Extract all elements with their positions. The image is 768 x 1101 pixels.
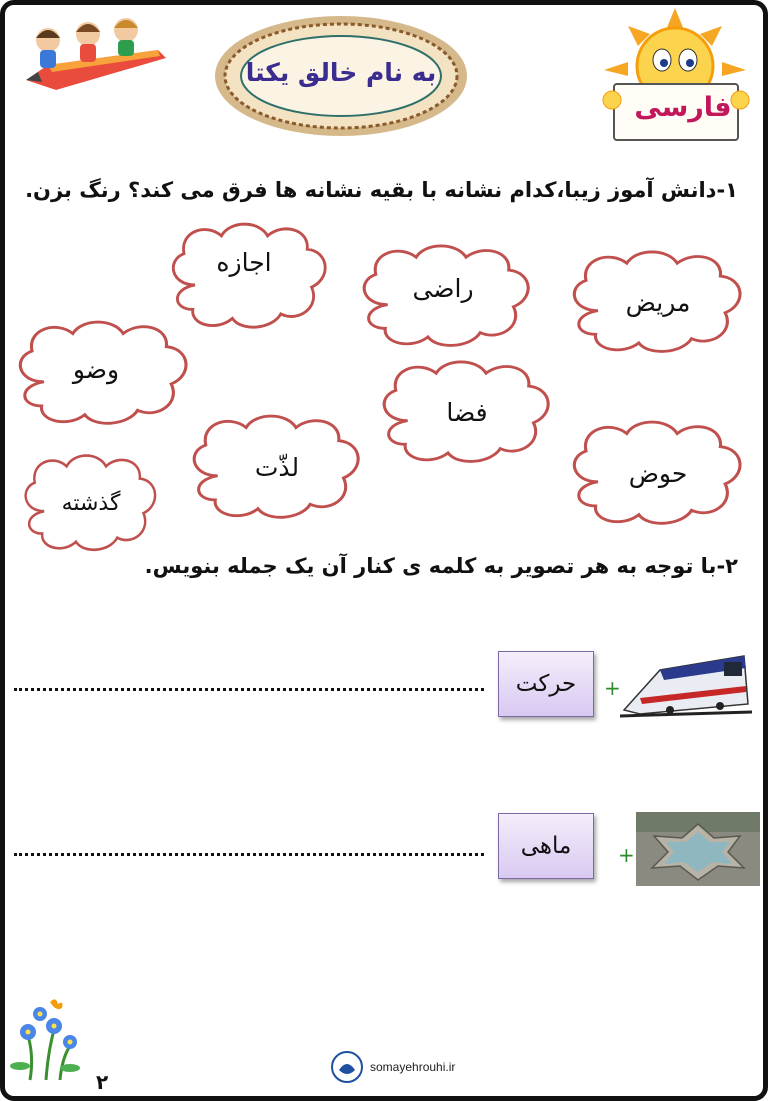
answer-line[interactable] [14,853,484,856]
cloud-word: حوض [628,458,688,488]
word-box: ماهی [498,813,594,879]
word-box: حرکت [498,651,594,717]
cloud-word: اجازه [216,247,272,277]
cloud-word: مریض [625,287,691,317]
cloud-word: گذشته [61,490,121,516]
page-number: ۲ [96,1070,109,1094]
word-cloud[interactable] [372,356,562,468]
word-cloud[interactable] [562,246,754,358]
question-2-text: ۲-با توجه به هر تصویر به کلمه ی کنار آن یک جمله بنویس. [144,554,738,578]
sun-subject-illustration [600,8,750,153]
word-cloud[interactable] [16,450,166,556]
kids-on-pencil-illustration [18,10,168,98]
answer-line[interactable] [14,688,484,691]
cloud-word: راضی [412,273,474,303]
word-cloud[interactable] [182,410,372,524]
footer-website[interactable]: somayehrouhi.ir [370,1060,456,1074]
site-logo-icon [330,1050,364,1084]
word-cloud[interactable] [8,316,200,430]
plus-sign: + [618,843,635,867]
word-cloud[interactable] [562,416,754,530]
flowers-illustration [10,996,84,1082]
page-title: به نام خالق یکتا [245,58,437,87]
word-cloud[interactable] [352,240,542,352]
cloud-word: لذّت [254,452,300,482]
train-image [620,640,752,718]
pool-image [636,812,760,886]
cloud-word: وضو [72,354,120,384]
plus-sign: + [604,676,621,700]
question-1-text: ۱-دانش آموز زیبا،کدام نشانه با بقیه نشانه ها فرق می کند؟ رنگ بزن. [25,178,738,202]
subject-label: فارسی [634,92,732,123]
cloud-word: فضا [446,397,488,427]
